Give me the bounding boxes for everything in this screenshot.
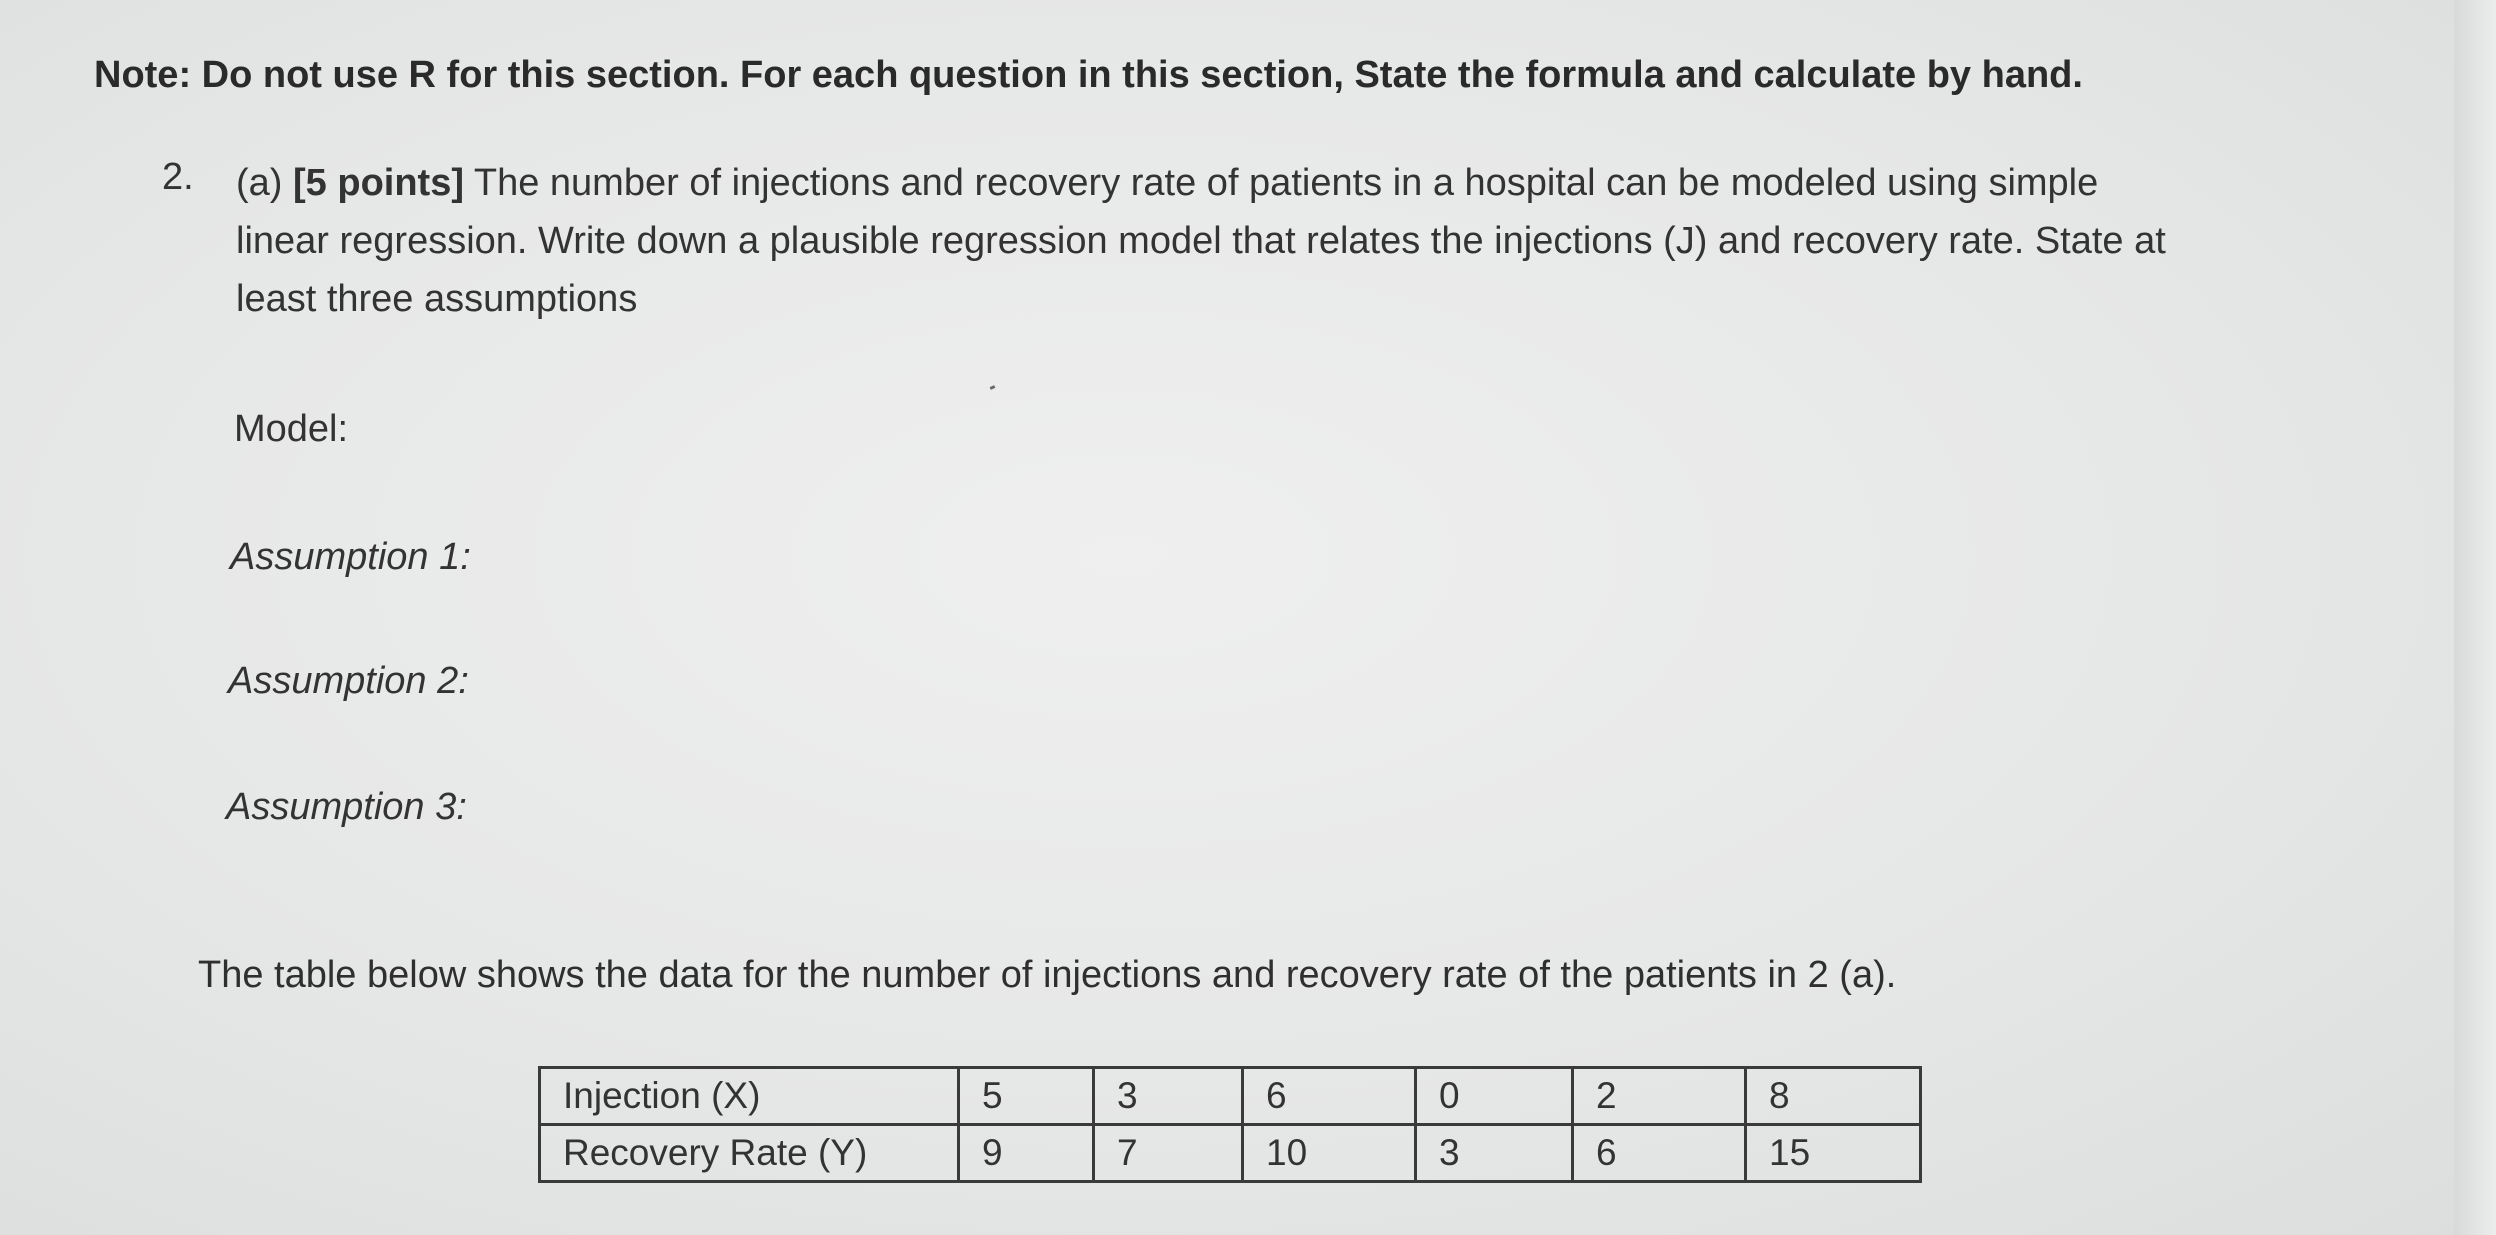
paper-speck — [990, 385, 996, 390]
assumption-2-label: Assumption 2: — [228, 660, 469, 702]
table-cell: 3 — [1094, 1068, 1243, 1125]
question-line-3: least three assumptions — [236, 278, 638, 320]
question-line-2: linear regression. Write down a plausible regression model that relates the injections (J) and recovery rate. State at — [236, 220, 2166, 262]
question-line-1 — [236, 154, 2386, 212]
section-note: Note: Do not use R for this section. For each question in this section, State the formula and calculate by hand. — [94, 54, 2083, 96]
question-line-1-text: The number of injections and recovery rate of patients in a hospital can be modeled using simple — [473, 162, 2099, 204]
row-header-injection: Injection (X) — [540, 1068, 959, 1125]
question-number: 2. — [162, 156, 194, 198]
table-cell: 15 — [1746, 1125, 1921, 1182]
table-cell: 7 — [1094, 1125, 1243, 1182]
table-row-recovery — [540, 1125, 1921, 1182]
row-header-recovery: Recovery Rate (Y) — [540, 1125, 959, 1182]
table-cell: 10 — [1243, 1125, 1416, 1182]
table-cell: 5 — [959, 1068, 1094, 1125]
assumption-1-label: Assumption 1: — [230, 536, 471, 578]
table-row-injection — [540, 1068, 1921, 1125]
table-cell: 2 — [1573, 1068, 1746, 1125]
data-table — [538, 1066, 1922, 1183]
model-label: Model: — [234, 408, 349, 450]
question-points: [5 points] — [293, 162, 464, 204]
table-cell: 9 — [959, 1125, 1094, 1182]
question-part: (a) — [236, 162, 283, 204]
table-cell: 6 — [1573, 1125, 1746, 1182]
table-cell: 0 — [1416, 1068, 1573, 1125]
question-text — [236, 154, 2386, 328]
table-cell: 8 — [1746, 1068, 1921, 1125]
page-edge-shadow — [2454, 0, 2496, 1235]
table-intro: The table below shows the data for the number of injections and recovery rate of the patients in 2 (a). — [198, 954, 1897, 996]
assumption-3-label: Assumption 3: — [226, 786, 467, 828]
table-cell: 6 — [1243, 1068, 1416, 1125]
table-cell: 3 — [1416, 1125, 1573, 1182]
